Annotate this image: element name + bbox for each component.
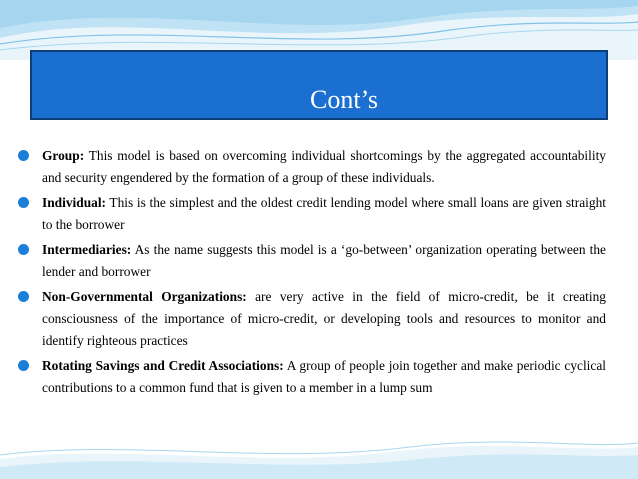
bullet-dot-icon (18, 291, 29, 302)
bullet-text: As the name suggests this model is a ‘go-between’ organization operating between the lender and borrower (42, 242, 606, 279)
bullet-item-ngo (18, 286, 606, 352)
bullet-dot-icon (18, 244, 29, 255)
bullet-dot-icon (18, 197, 29, 208)
bottom-wave-decoration (0, 429, 638, 479)
bullet-term: Individual: (42, 195, 107, 210)
slide-title: Cont’s (310, 85, 378, 114)
bullet-text: This model is based on overcoming individual shortcomings by the aggregated accountability and security engendered by the formation of a group of these individuals. (42, 148, 606, 185)
bullet-term: Intermediaries: (42, 242, 132, 257)
bullet-text: are very active in the field of micro-credit, be it creating consciousness of the importance of micro-credit, or developing tools and resources to monitor and identify righteous practices (42, 289, 606, 348)
bullet-dot-icon (18, 150, 29, 161)
bullet-term: Non-Governmental Organizations: (42, 289, 247, 304)
bullet-text: This is the simplest and the oldest credit lending model where small loans are given straight to the borrower (42, 195, 606, 232)
bullet-term: Group: (42, 148, 85, 163)
bullet-item-individual (18, 192, 606, 236)
title-bar (30, 50, 608, 120)
bullet-item-rosca (18, 355, 606, 399)
bullet-item-intermediaries (18, 239, 606, 283)
bullet-text: A group of people join together and make periodic cyclical contributions to a common fund that is given to a member in a lump sum (42, 358, 606, 395)
bullet-list (18, 145, 606, 402)
bullet-term: Rotating Savings and Credit Associations: (42, 358, 284, 373)
bullet-item-group (18, 145, 606, 189)
bullet-dot-icon (18, 360, 29, 371)
